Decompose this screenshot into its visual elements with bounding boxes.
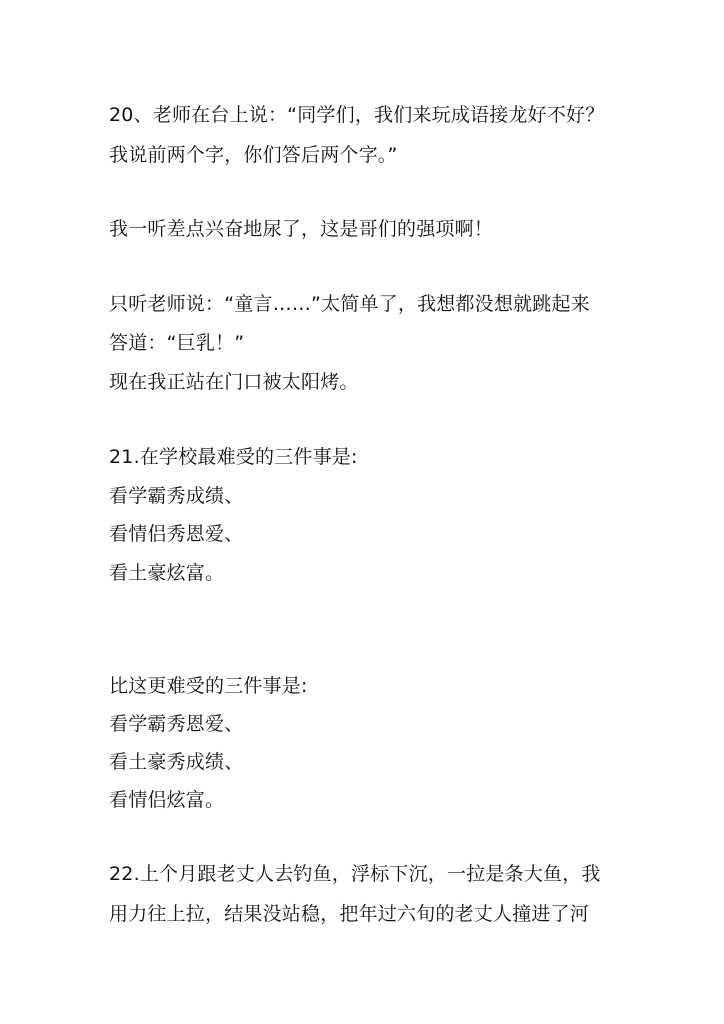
text-line: 只听老师说：“童言……”太简单了，我想都没想就跳起来 — [109, 293, 590, 315]
text-line: 看土豪秀成绩、 — [109, 751, 244, 773]
text-line: 看学霸秀成绩、 — [109, 485, 244, 507]
text-line: 看土豪炫富。 — [109, 562, 225, 584]
text-line: 现在我正站在门口被太阳烤。 — [109, 371, 359, 393]
text-line: 用力往上拉，结果没站稳，把年过六旬的老丈人撞进了河 — [109, 903, 590, 925]
text-line: 我说前两个字，你们答后两个字。” — [109, 144, 398, 166]
text-line: 我一听差点兴奋地尿了，这是哥们的强项啊！ — [109, 218, 494, 240]
text-line: 21.在学校最难受的三件事是: — [109, 446, 358, 468]
text-line: 看情侣炫富。 — [109, 789, 225, 811]
text-line: 答道：“巨乳！” — [109, 332, 245, 354]
text-line: 22.上个月跟老丈人去钓鱼，浮标下沉，一拉是条大鱼，我 — [109, 863, 601, 885]
text-line: 比这更难受的三件事是: — [109, 675, 308, 697]
text-line: 看情侣秀恩爱、 — [109, 523, 244, 545]
text-line: 看学霸秀恩爱、 — [109, 713, 244, 735]
text-line: 20、老师在台上说：“同学们，我们来玩成语接龙好不好？ — [109, 104, 605, 126]
